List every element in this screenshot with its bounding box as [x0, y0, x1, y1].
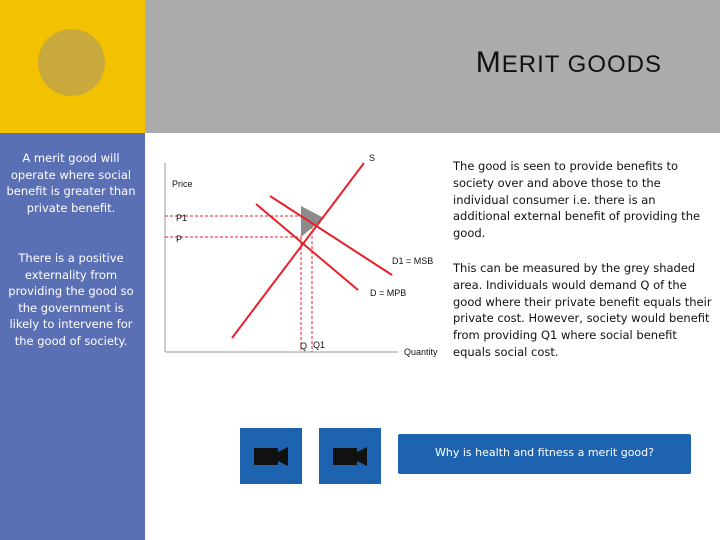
price-axis-label: Price — [172, 179, 193, 189]
video-camera-icon — [319, 428, 381, 484]
supply-label: S — [369, 153, 376, 163]
page-title: MERIT GOODS — [475, 46, 662, 79]
p-label: P — [176, 234, 183, 244]
q1-label: Q1 — [313, 340, 326, 350]
external-benefit-text: The good is seen to provide benefits to society over and above those to the individual consumer i.e. there is an additional external benefit of providing the good. — [453, 159, 701, 241]
externality-explanation: There is a positive externality from providing the good so the government is likely to intervene for the good of society. — [8, 251, 134, 348]
video-button-1[interactable] — [240, 428, 302, 484]
merit-good-definition: A merit good will operate where social benefit is greater than private benefit. — [6, 151, 136, 215]
video-camera-icon — [240, 428, 302, 484]
msb-label: D1 = MSB — [392, 256, 434, 266]
quantity-axis-label: Quantity — [404, 347, 438, 357]
p1-label: P1 — [176, 213, 188, 223]
supply-curve — [232, 163, 364, 338]
video-button-2[interactable] — [319, 428, 381, 484]
health-fitness-link-button[interactable] — [398, 434, 691, 474]
shaded-area-text: This can be measured by the grey shaded area. Individuals would demand Q of the good where their private benefit equals their private cost. However, society would benefit from providing Q1 where social benefit equals social cost. — [453, 261, 712, 359]
health-fitness-link-label: Why is health and fitness a merit good? — [435, 446, 654, 459]
q-label: Q — [300, 341, 308, 351]
mpb-label: D = MPB — [370, 288, 407, 298]
